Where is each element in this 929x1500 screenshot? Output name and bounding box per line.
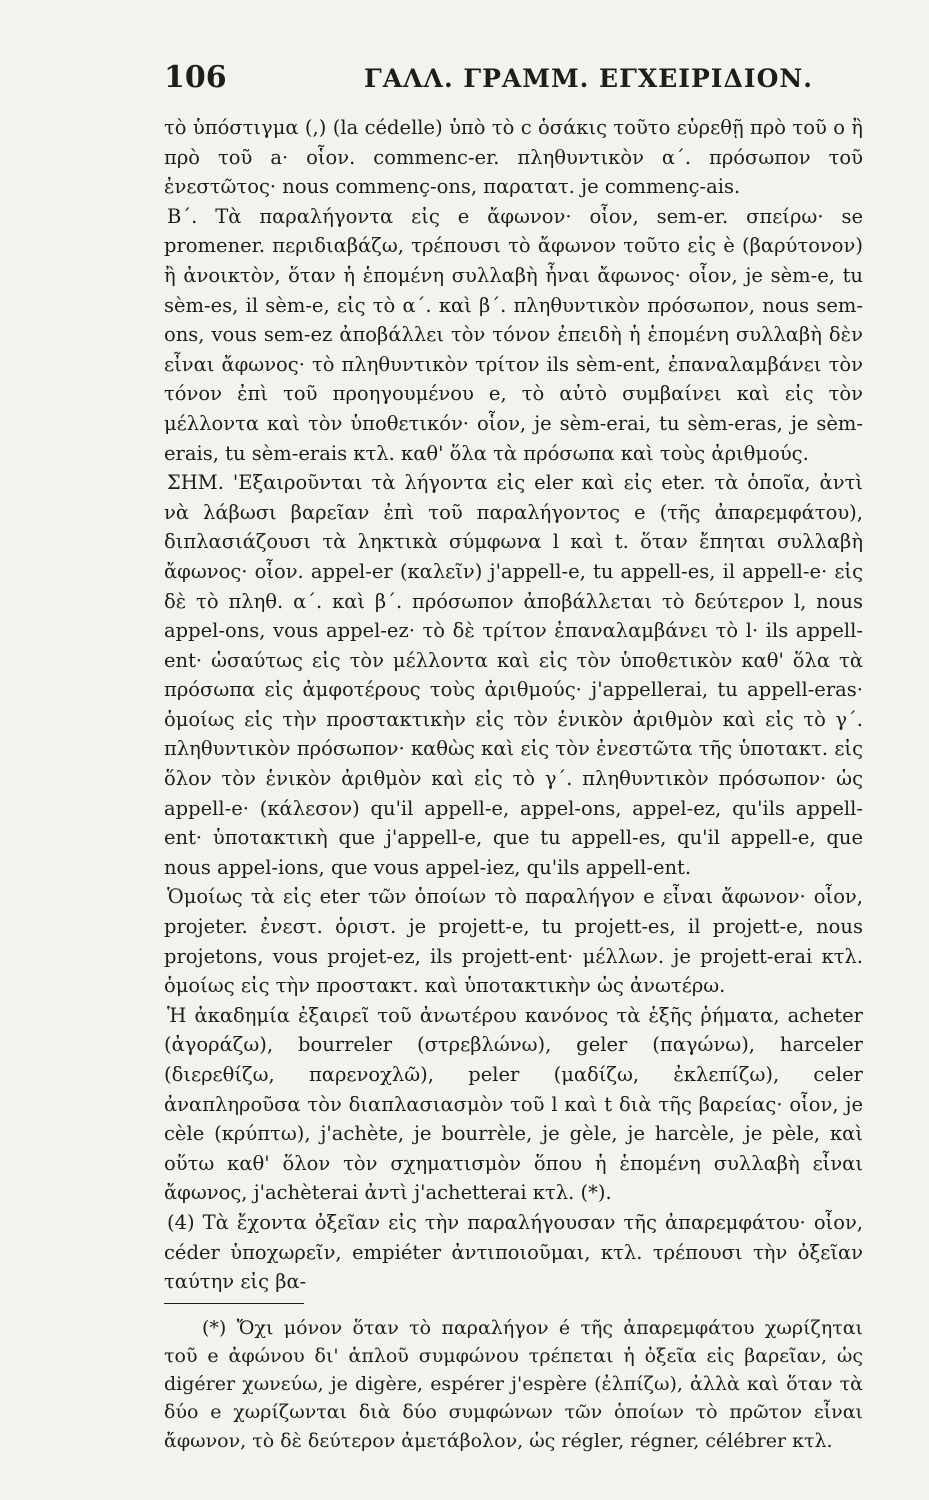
body-text — [164, 113, 863, 1297]
paragraph: Ἡ ἀκαδημία ἐξαιρεῖ τοῦ ἀνωτέρου κανόνος τὰ ἑξῆς ῥήματα, acheter (ἀγοράζω), bourreler (στρεβλώνω), geler (παγώνω), harceler (διερεθίζω, παρενοχλῶ), peler (μαδίζω, ἐκλεπίζω), celer ἀναπληροῦσα τὸν διαπλασιασμὸν τοῦ l καὶ t διὰ τῆς βαρείας· οἷον, je cèle (κρύπτω), j'achète, je bourrèle, je gèle, je harcèle, je pèle, καὶ οὕτω καθ' ὅλον τὸν σχηματισμὸν ὅπου ἡ ἑπομένη συλλαβὴ εἶναι ἄφωνος, j'achèterai ἀντὶ j'achetterai κτλ. (*). — [164, 1003, 863, 1205]
running-title: ΓΑΛΛ. ΓΡΑΜΜ. ΕΓΧΕΙΡΙΔΙΟΝ. — [364, 64, 813, 93]
paragraph: ΣΗΜ. 'Εξαιροῦνται τὰ λήγοντα εἰς eler καὶ εἰς eter. τὰ ὁποῖα, ἀντὶ νὰ λάβωσι βαρεῖαν ἐπὶ τοῦ παραλήγοντος e (τῆς ἀπαρεμφάτου), διπλασιάζουσι τὰ ληκτικὰ σύμφωνα l καὶ t. ὅταν ἔπηται συλλαβὴ ἄφωνος· οἷον. appel-er (καλεῖν) j'appell-e, tu appell-es, il appell-e· εἰς δὲ τὸ πληθ. α΄. καὶ β΄. πρόσωπον ἀποβάλλεται τὸ δεύτερον l, nous appel-ons, vous appel-ez· τὸ δὲ τρίτον ἐπαναλαμβάνει τὸ l· ils appell-ent· ὡσαύτως εἰς τὸν μέλλοντα καὶ εἰς τὸν ὑποθετικὸν καθ' ὅλα τὰ πρόσωπα εἰς ἀμφοτέρους τοὺς ἀριθμούς· j'appellerai, tu appell-eras· ὁμοίως εἰς τὴν προστακτικὴν εἰς τὸν ἑνικὸν ἀριθμὸν καὶ εἰς τὸ γ΄. πληθυντικὸν πρόσωπον· καθὼς καὶ εἰς τὸν ἐνεστῶτα τῆς ὑποτακτ. εἰς ὅλον τὸν ἑνικὸν ἀριθμὸν καὶ εἰς τὸ γ΄. πληθυντικὸν πρόσωπον· ὡς appell-e· (κάλεσον) qu'il appell-e, appel-ons, appel-ez, qu'ils appell-ent· ὑποτακτικὴ que j'appell-e, que tu appell-es, qu'il appell-e, que nous appel-ions, que vous appel-iez, qu'ils appell-ent. — [164, 471, 863, 879]
footnote-divider — [164, 1303, 304, 1304]
paragraph: B΄. Τὰ παραλήγοντα εἰς e ἄφωνον· οἷον, sem-er. σπείρω· se promener. περιδιαβάζω, τρέπουσι τὸ ἄφωνον τοῦτο εἰς è (βαρύτονον) ἢ ἀνοικτὸν, ὅταν ἡ ἑπομένη συλλαβὴ ἦναι ἄφωνος· οἷον, je sèm-e, tu sèm-es, il sèm-e, εἰς τὸ α΄. καὶ β΄. πληθυντικὸν πρόσωπον, nous sem-ons, vous sem-ez ἀποβάλλει τὸν τόνον ἐπειδὴ ἡ ἑπομένη συλλαβὴ δὲν εἶναι ἄφωνος· τὸ πληθυντικὸν τρίτον ils sèm-ent, ἐπαναλαμβάνει τὸν τόνον ἐπὶ τοῦ προηγουμένου e, τὸ αὐτὸ συμβαίνει καὶ εἰς τὸν μέλλοντα καὶ τὸν ὑποθετικόν· οἷον, je sèm-erai, tu sèm-eras, je sèm-erais, tu sèm-erais κτλ. καθ' ὅλα τὰ πρόσωπα καὶ τοὺς ἀριθμούς. — [164, 204, 863, 465]
footnote-text: (*) Ὄχι μόνον ὅταν τὸ παραλήγον é τῆς ἀπαρεμφάτου χωρίζηται τοῦ e ἀφώνου δι' ἁπλοῦ συμφώνου τρέπεται ἡ ὀξεῖα εἰς βαρεῖαν, ὡς digérer χωνεύω, je digère, espérer j'espère (ἐλπίζω), ἀλλὰ καὶ ὅταν τὰ δύο e χωρίζωνται διὰ δύο συμφώνων τῶν ὁποίων τὸ πρῶτον εἶναι ἄφωνον, τὸ δὲ δεύτερον ἀμετάβολον, ὡς régler, régner, célébrer κτλ. — [164, 1316, 863, 1452]
paragraph: (4) Τὰ ἔχοντα ὀξεῖαν εἰς τὴν παραλήγουσαν τῆς ἀπαρεμφάτου· οἷον, céder ὑποχωρεῖν, empiéter ἀντιποιοῦμαι, κτλ. τρέπουσι τὴν ὀξεῖαν ταύτην εἰς βα- — [164, 1210, 863, 1294]
page-header — [164, 60, 863, 95]
footnote — [164, 1314, 863, 1455]
paragraph: τὸ ὑπόστιγμα (,) (la cédelle) ὑπὸ τὸ c ὁσάκις τοῦτο εὑρεθῇ πρὸ τοῦ o ἢ πρὸ τοῦ a· οἷον. commenc-er. πληθυντικὸν α΄. πρόσωπον τοῦ ἐνεστῶτος· nous commenç-ons, παρατατ. je commenç-ais. — [164, 116, 863, 199]
page-number: 106 — [164, 60, 227, 95]
paragraph: Ὁμοίως τὰ εἰς eter τῶν ὁποίων τὸ παραλήγον e εἶναι ἄφωνον· οἷον, projeter. ἐνεστ. ὁριστ. je projett-e, tu projett-es, il projett-e, nous projetons, vous projet-ez, ils projett-ent· μέλλων. je projett-erai κτλ. ὁμοίως εἰς τὴν προστακτ. καὶ ὑποτακτικὴν ὡς ἀνωτέρω. — [164, 885, 863, 998]
